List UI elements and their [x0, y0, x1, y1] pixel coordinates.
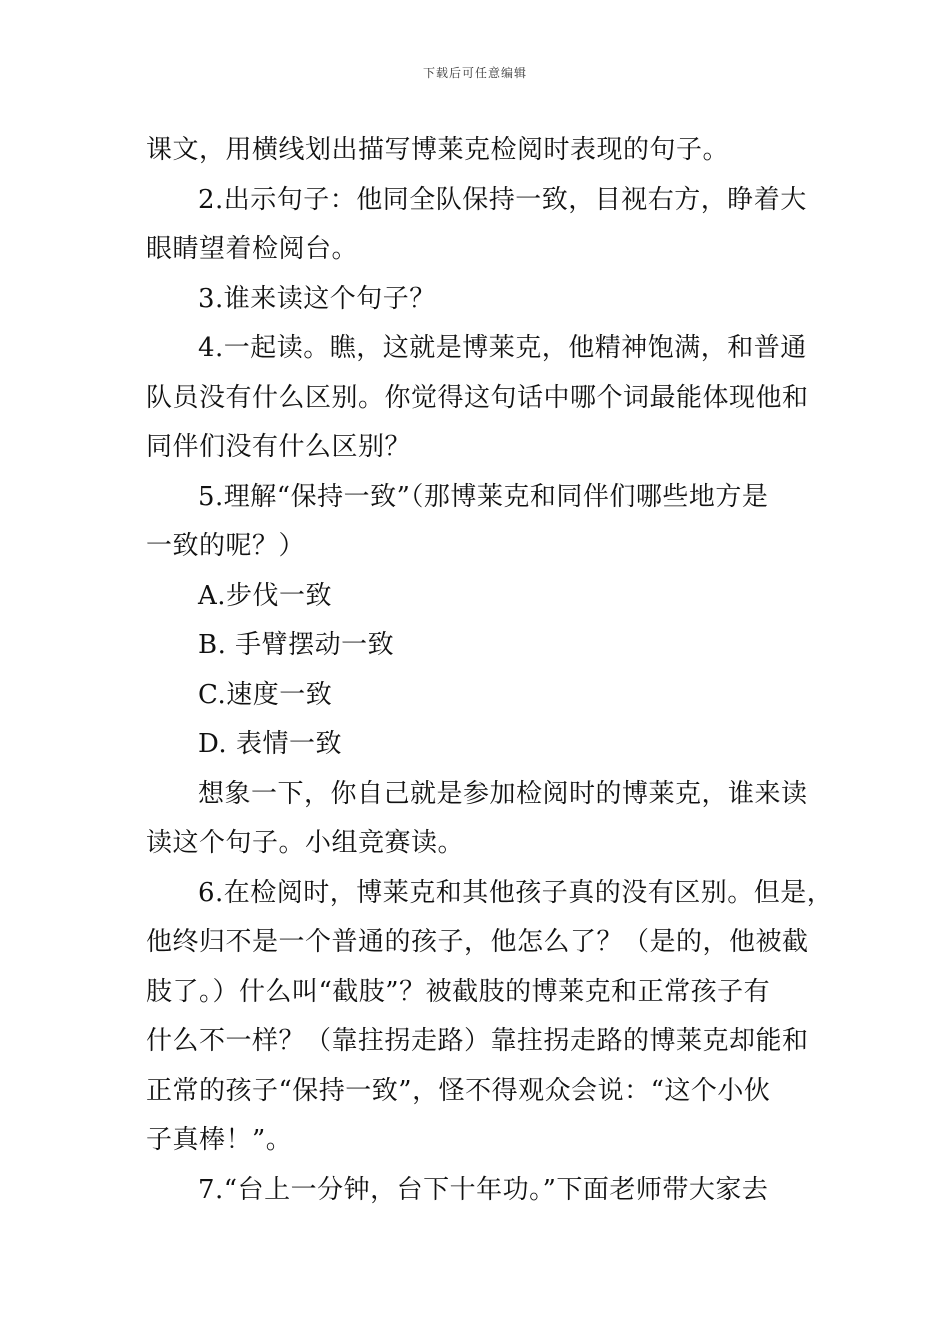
- text-line: 想象一下，你自己就是参加检阅时的博莱克，谁来读: [198, 778, 808, 809]
- document-body: [146, 126, 834, 1215]
- text-line: 课文，用横线划出描写博莱克检阅时表现的句子。: [146, 135, 730, 165]
- text-line: 2.出示句子：他同全队保持一致，目视右方，睁着大: [198, 184, 807, 215]
- text-line: 4.一起读。瞧，这就是博莱克，他精神饱满，和普通: [198, 333, 807, 363]
- text-line: 肢了。）什么叫“截肢”？被截肢的博莱克和正常孩子有: [146, 976, 771, 1007]
- text-line: 子真棒！”。: [146, 1125, 293, 1155]
- text-line: 眼睛望着检阅台。: [146, 234, 359, 264]
- text-line: 6.在检阅时，博莱克和其他孩子真的没有区别。但是，: [198, 877, 834, 908]
- text-line: 读这个句子。小组竞赛读。: [146, 828, 465, 858]
- text-line: 他终归不是一个普通的孩子，他怎么了？（是的，他被截: [146, 927, 809, 957]
- list-item: D. 表情一致: [198, 729, 342, 759]
- list-item: A.步伐一致: [198, 580, 333, 611]
- text-line: 5.理解“保持一致”（那博莱克和同伴们哪些地方是: [198, 481, 769, 512]
- text-line: 3.谁来读这个句子？: [198, 283, 436, 314]
- text-line: 7.“台上一分钟，台下十年功。”下面老师带大家去: [198, 1174, 769, 1205]
- text-line: 同伴们没有什么区别？: [146, 432, 412, 462]
- page-header: 下载后可任意编辑: [422, 66, 527, 80]
- text-line: 一致的呢？）: [146, 531, 306, 561]
- text-line: 队员没有什么区别。你觉得这句话中哪个词最能体现他和: [146, 382, 809, 413]
- list-item: C.速度一致: [198, 679, 333, 710]
- text-line: 什么不一样？（靠拄拐走路）靠拄拐走路的博莱克却能和: [146, 1026, 809, 1056]
- list-item: B. 手臂摆动一致: [198, 630, 395, 660]
- text-line: 正常的孩子“保持一致”，怪不得观众会说：“这个小伙: [146, 1075, 771, 1106]
